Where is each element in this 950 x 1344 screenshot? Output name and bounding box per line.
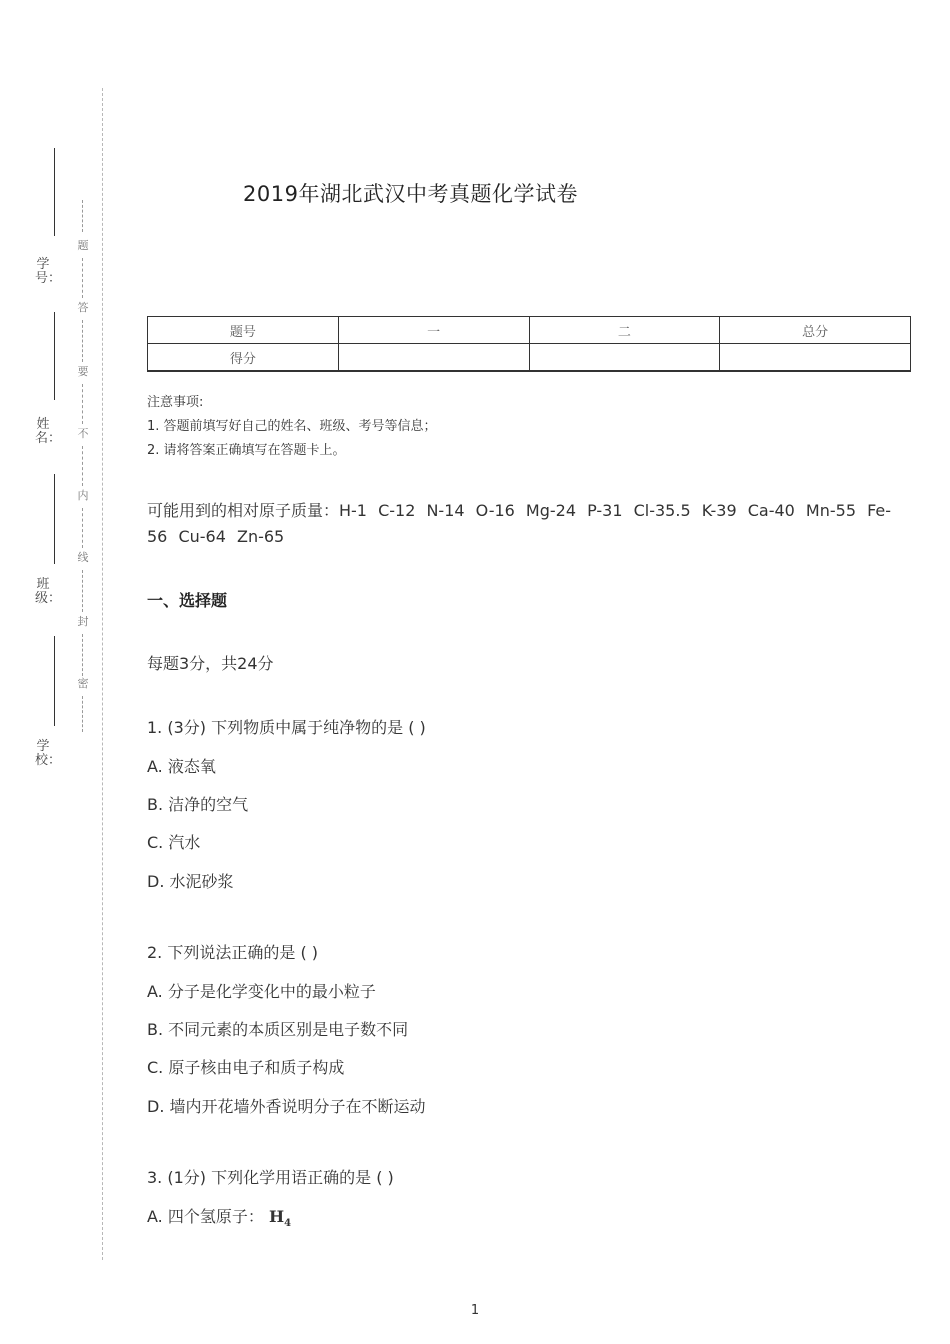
- score-table-score-row: [148, 344, 911, 372]
- chemical-formula: $H_4$: [268, 1207, 292, 1230]
- name-line: [54, 312, 55, 400]
- answer-option: B. 洁净的空气: [147, 795, 249, 814]
- school-label: 学校：: [35, 739, 62, 768]
- school-line: [54, 636, 55, 726]
- section-heading: 一、选择题: [147, 591, 228, 610]
- score-table-header: 总分: [720, 317, 911, 344]
- seal-char: 要: [77, 365, 89, 378]
- answer-option: A. 液态氧: [147, 757, 216, 776]
- score-cell: [529, 344, 720, 372]
- score-table-header: 二: [529, 317, 720, 344]
- answer-option-label: A. 四个氢原子：: [147, 1207, 264, 1226]
- answer-option: D. 墙内开花墙外香说明分子在不断运动: [147, 1097, 426, 1116]
- notes-item: 1. 答题前填写好自己的姓名、班级、考号等信息；: [147, 419, 437, 434]
- question-stem: 1. (3分) 下列物质中属于纯净物的是 ( ): [147, 718, 426, 737]
- seal-dash: [82, 508, 83, 548]
- exam-title: 2019年湖北武汉中考真题化学试卷: [243, 182, 578, 206]
- score-row-label: 得分: [148, 344, 339, 372]
- class-line: [54, 474, 55, 564]
- score-table-header: 题号: [148, 317, 339, 344]
- section-instruction: 每题3分，共24分: [147, 654, 274, 673]
- seal-dash: [82, 320, 83, 362]
- answer-option: D. 水泥砂浆: [147, 872, 234, 891]
- score-cell: [338, 344, 529, 372]
- name-label: 姓名：: [35, 417, 62, 446]
- seal-dash: [82, 384, 83, 424]
- notes-block: [147, 391, 437, 463]
- seal-char: 密: [77, 677, 89, 690]
- answer-option: C. 汽水: [147, 833, 201, 852]
- student-id-label: 学号：: [35, 257, 62, 286]
- question-stem: 3. (1分) 下列化学用语正确的是 ( ): [147, 1168, 394, 1187]
- seal-char: 线: [77, 551, 89, 564]
- seal-char: 内: [77, 489, 89, 502]
- answer-option: [147, 1204, 291, 1229]
- notes-heading: 注意事项:: [147, 395, 204, 410]
- seal-char: 封: [77, 615, 89, 628]
- binding-dashed-line: [102, 88, 103, 1260]
- seal-char: 不: [77, 427, 89, 440]
- page-number: 1: [470, 1303, 480, 1318]
- atomic-masses: 可能用到的相对原子质量：H-1 C-12 N-14 O-16 Mg-24 P-31 Cl-35.5 K-39 Ca-40 Mn-55 Fe-56 Cu-64 Zn-65: [147, 501, 892, 546]
- score-table-header-row: [148, 317, 911, 344]
- seal-dash: [82, 570, 83, 612]
- seal-dash: [82, 200, 83, 232]
- score-cell: [720, 344, 911, 372]
- notes-item: 2. 请将答案正确填写在答题卡上。: [147, 443, 346, 458]
- score-table: [147, 316, 911, 372]
- seal-char: 题: [77, 239, 89, 252]
- answer-option: B. 不同元素的本质区别是电子数不同: [147, 1020, 409, 1039]
- class-label: 班级：: [35, 577, 62, 606]
- answer-option: A. 分子是化学变化中的最小粒子: [147, 982, 376, 1001]
- seal-dash: [82, 634, 83, 676]
- score-table-header: 一: [338, 317, 529, 344]
- seal-char: 答: [77, 301, 89, 314]
- seal-dash: [82, 258, 83, 298]
- seal-dash: [82, 696, 83, 732]
- seal-dash: [82, 446, 83, 486]
- question-stem: 2. 下列说法正确的是 ( ): [147, 943, 319, 962]
- student-id-line: [54, 148, 55, 236]
- answer-option: C. 原子核由电子和质子构成: [147, 1058, 345, 1077]
